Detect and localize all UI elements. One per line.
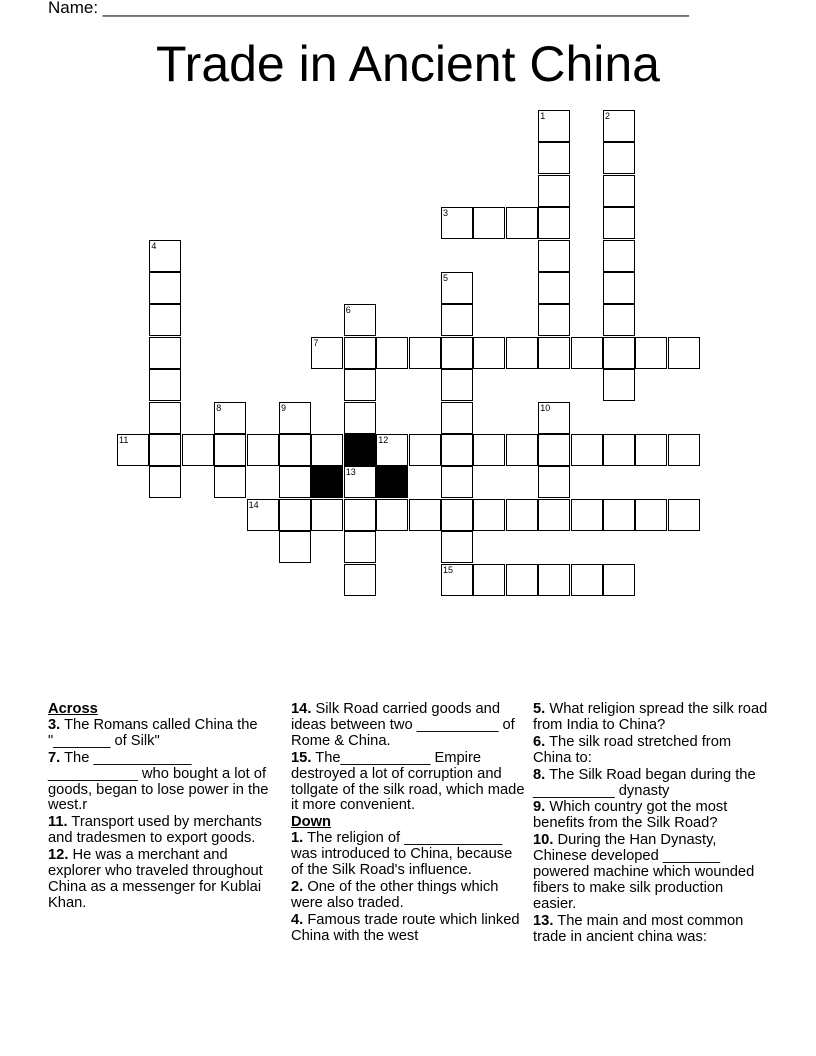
crossword-cell[interactable] xyxy=(344,369,376,401)
clue-number-label: 8 xyxy=(216,402,222,413)
crossword-cell[interactable] xyxy=(344,531,376,563)
crossword-cell[interactable] xyxy=(441,402,473,434)
crossword-cell[interactable] xyxy=(668,337,700,369)
clue-text: The Silk Road began during the __________ dynasty xyxy=(533,766,756,799)
crossword-cell[interactable] xyxy=(409,499,441,531)
clue-down-8 xyxy=(533,768,769,800)
crossword-cell[interactable] xyxy=(311,434,343,466)
crossword-cell[interactable] xyxy=(603,304,635,336)
clue-number: 2. xyxy=(291,878,304,895)
crossword-cell[interactable] xyxy=(214,434,246,466)
crossword-cell[interactable] xyxy=(538,564,570,596)
clue-number: 4. xyxy=(291,911,304,928)
clue-text: During the Han Dynasty, Chinese developed _______ powered machine which wounded fibers to make silk production easier. xyxy=(533,832,755,912)
clue-number: 10. xyxy=(533,832,554,849)
clue-text: One of the other things which were also traded. xyxy=(291,878,499,911)
clue-number: 12. xyxy=(48,847,69,864)
clue-text: Transport used by merchants and tradesmen to export goods. xyxy=(48,814,262,847)
crossword-cell[interactable] xyxy=(571,499,603,531)
crossword-cell[interactable] xyxy=(149,369,181,401)
clues-column-2 xyxy=(291,702,525,946)
crossword-cell[interactable] xyxy=(149,337,181,369)
clue-number-label: 9 xyxy=(281,402,287,413)
clue-number: 15. xyxy=(291,749,312,766)
clue-number-label: 5 xyxy=(443,273,449,283)
clue-down-6 xyxy=(533,735,769,767)
crossword-cell[interactable] xyxy=(344,499,376,531)
clue-number-label: 12 xyxy=(378,435,389,445)
clue-down-13 xyxy=(533,914,769,946)
clue-number: 6. xyxy=(533,733,546,750)
crossword-cell[interactable] xyxy=(214,466,246,498)
crossword-cell[interactable] xyxy=(182,434,214,466)
crossword-cell[interactable] xyxy=(409,434,441,466)
crossword-cell[interactable] xyxy=(473,207,505,239)
crossword-black-cell xyxy=(344,434,376,466)
crossword-cell[interactable] xyxy=(538,207,570,239)
clue-down-9 xyxy=(533,800,769,832)
clue-number: 8. xyxy=(533,766,546,783)
crossword-cell[interactable] xyxy=(538,337,570,369)
clue-text: The main and most common trade in ancient china was: xyxy=(533,912,744,945)
crossword-black-cell xyxy=(311,466,343,498)
crossword-cell[interactable] xyxy=(603,175,635,207)
crossword-cell[interactable] xyxy=(247,434,279,466)
crossword-cell[interactable] xyxy=(538,466,570,498)
crossword-cell[interactable] xyxy=(603,207,635,239)
clue-number: 13. xyxy=(533,912,554,929)
clue-text: The silk road stretched from China to: xyxy=(533,733,732,766)
crossword-cell[interactable] xyxy=(571,564,603,596)
page-title: Trade in Ancient China xyxy=(155,36,660,92)
crossword-cell[interactable] xyxy=(149,434,181,466)
crossword-cell[interactable] xyxy=(635,499,667,531)
crossword-cell[interactable] xyxy=(603,434,635,466)
clue-down-4 xyxy=(291,913,525,945)
crossword-cell[interactable] xyxy=(603,499,635,531)
clue-number-label: 10 xyxy=(540,402,551,413)
crossword-cell[interactable] xyxy=(668,434,700,466)
crossword-cell[interactable] xyxy=(538,304,570,336)
clue-number-label: 1 xyxy=(540,111,546,121)
crossword-cell[interactable] xyxy=(473,564,505,596)
crossword-cell[interactable] xyxy=(441,337,473,369)
crossword-cell[interactable] xyxy=(506,207,538,239)
crossword-cell[interactable] xyxy=(376,337,408,369)
crossword-cell[interactable] xyxy=(279,466,311,498)
crossword-cell[interactable] xyxy=(279,531,311,563)
crossword-cell[interactable] xyxy=(506,499,538,531)
clue-text: What religion spread the silk road from India to China? xyxy=(533,701,768,733)
clue-number: 3. xyxy=(48,716,61,733)
crossword-cell[interactable] xyxy=(571,434,603,466)
clue-down-1 xyxy=(291,831,525,879)
clue-down-5 xyxy=(533,702,769,734)
clue-down-2 xyxy=(291,880,525,912)
clue-number-label: 13 xyxy=(345,467,356,478)
clue-across-14 xyxy=(291,702,525,750)
crossword-cell[interactable] xyxy=(603,564,635,596)
crossword-cell[interactable] xyxy=(149,466,181,498)
clue-text: The ____________ ___________ who bought a lot of goods, began to lose power in the west.r xyxy=(48,749,269,814)
crossword-cell[interactable] xyxy=(149,304,181,336)
clues-column-1 xyxy=(48,702,284,913)
crossword-cell[interactable] xyxy=(506,564,538,596)
crossword-cell[interactable] xyxy=(635,337,667,369)
crossword-cell[interactable] xyxy=(603,240,635,272)
clue-text: He was a merchant and explorer who traveled throughout China as a messenger for Kublai Khan. xyxy=(48,847,263,911)
crossword-cell[interactable] xyxy=(409,337,441,369)
crossword-cell[interactable] xyxy=(311,499,343,531)
crossword-cell[interactable] xyxy=(441,466,473,498)
clue-number-label: 14 xyxy=(248,499,259,510)
clue-down-10 xyxy=(533,833,769,913)
crossword-cell[interactable] xyxy=(441,531,473,563)
clue-number: 9. xyxy=(533,799,546,816)
crossword-cell[interactable] xyxy=(603,337,635,369)
down-header: Down xyxy=(291,814,331,831)
clue-number: 1. xyxy=(291,830,304,847)
crossword-cell[interactable] xyxy=(538,175,570,207)
clue-across-15 xyxy=(291,751,525,815)
clue-text: The Romans called China the "_______ of Silk" xyxy=(48,716,258,749)
clue-number-label: 3 xyxy=(443,208,449,219)
clue-number: 5. xyxy=(533,701,546,717)
crossword-cell[interactable] xyxy=(506,337,538,369)
crossword-cell[interactable] xyxy=(473,434,505,466)
crossword-cell[interactable] xyxy=(441,369,473,401)
clue-across-12 xyxy=(48,848,284,912)
crossword-cell[interactable] xyxy=(603,272,635,304)
crossword-cell[interactable] xyxy=(473,499,505,531)
crossword-black-cell xyxy=(376,466,408,498)
crossword-cell[interactable] xyxy=(441,434,473,466)
crossword-cell[interactable] xyxy=(376,499,408,531)
crossword-cell[interactable] xyxy=(441,304,473,336)
crossword-cell[interactable] xyxy=(668,499,700,531)
crossword-cell[interactable] xyxy=(538,240,570,272)
crossword-cell[interactable] xyxy=(635,434,667,466)
across-header: Across xyxy=(48,701,98,717)
clue-number: 7. xyxy=(48,749,61,766)
clue-number-label: 2 xyxy=(605,111,611,121)
clue-across-11 xyxy=(48,815,284,847)
clue-text: Famous trade route which linked China with the west xyxy=(291,911,520,944)
clue-number: 14. xyxy=(291,701,312,717)
clue-number-label: 7 xyxy=(313,337,319,348)
crossword-cell[interactable] xyxy=(149,402,181,434)
crossword-cell[interactable] xyxy=(538,272,570,304)
clue-across-7 xyxy=(48,751,284,815)
crossword-cell[interactable] xyxy=(571,337,603,369)
crossword-cell[interactable] xyxy=(344,564,376,596)
crossword-cell[interactable] xyxy=(538,142,570,174)
clue-number: 11. xyxy=(48,814,68,831)
crossword-cell[interactable] xyxy=(538,499,570,531)
clue-text: The religion of ____________ was introduced to China, because of the Silk Road's influence. xyxy=(291,830,513,879)
crossword-cell[interactable] xyxy=(506,434,538,466)
crossword-cell[interactable] xyxy=(603,369,635,401)
clue-number-label: 4 xyxy=(151,240,157,251)
crossword-cell[interactable] xyxy=(441,499,473,531)
crossword-cell[interactable] xyxy=(344,337,376,369)
clues-column-3 xyxy=(533,702,769,947)
name-field[interactable]: Name: ______________________________________________________________ xyxy=(48,0,689,17)
clue-text: The___________ Empire destroyed a lot of corruption and tollgate of the silk road, which made it more convenient. xyxy=(291,749,525,814)
crossword-cell[interactable] xyxy=(603,142,635,174)
crossword-cell[interactable] xyxy=(149,272,181,304)
crossword-cell[interactable] xyxy=(473,337,505,369)
crossword-cell[interactable] xyxy=(279,434,311,466)
crossword-cell[interactable] xyxy=(538,434,570,466)
clue-text: Which country got the most benefits from the Silk Road? xyxy=(533,799,728,832)
crossword-cell[interactable] xyxy=(279,499,311,531)
clue-number-label: 6 xyxy=(345,305,351,316)
crossword-cell[interactable] xyxy=(344,402,376,434)
clue-across-3 xyxy=(48,718,284,750)
clue-text: Silk Road carried goods and ideas between two __________ of Rome & China. xyxy=(291,701,515,749)
clue-number-label: 11 xyxy=(119,435,129,445)
clue-number-label: 15 xyxy=(443,564,454,575)
